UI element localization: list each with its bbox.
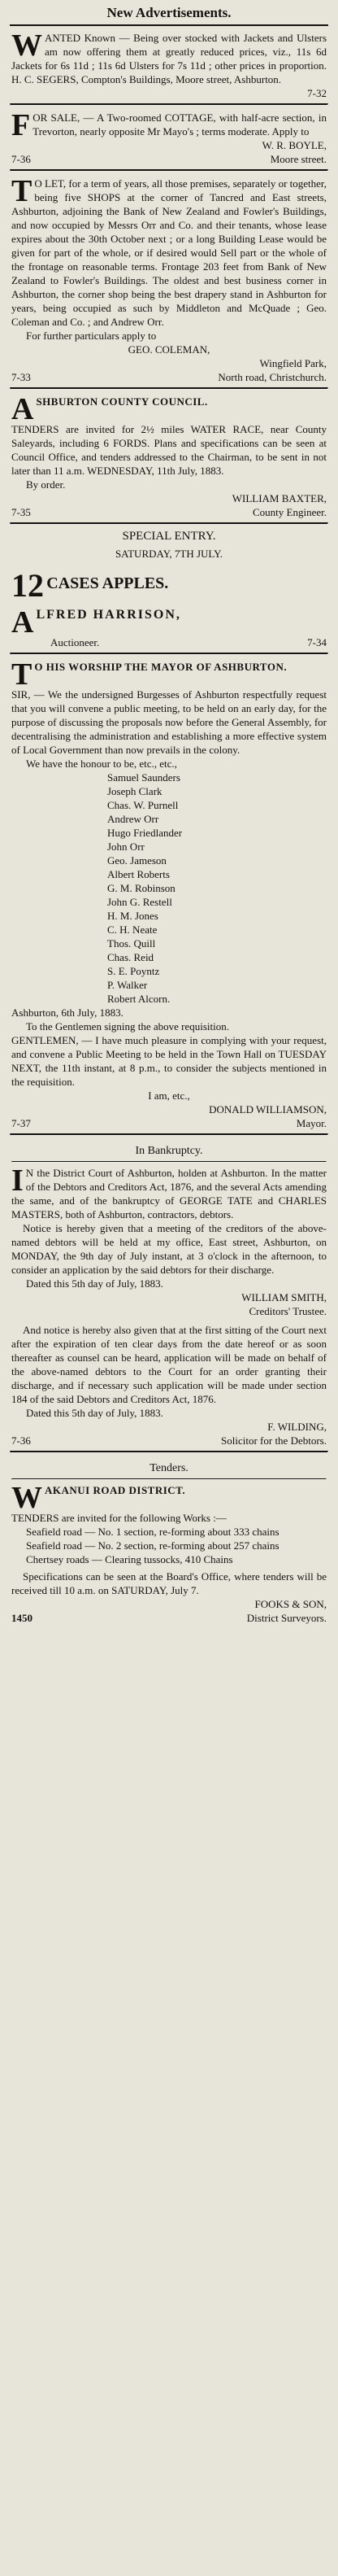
ad-code: 1450 xyxy=(11,1612,32,1624)
ad-to-let-shops xyxy=(10,172,328,387)
honour-line: We have the honour to be, etc., etc., xyxy=(26,758,177,770)
trustee-name: WILLIAM SMITH, xyxy=(241,1291,327,1303)
advertiser-name: W. R. BOYLE, xyxy=(262,139,327,151)
signatory: S. E. Poyntz xyxy=(107,965,160,977)
signatory: Thos. Quill xyxy=(107,937,156,950)
role: Auctioneer. xyxy=(50,636,100,648)
advertiser-name: FOOKS & SON, xyxy=(254,1598,327,1610)
signatory: G. M. Robinson xyxy=(107,882,176,894)
item: CASES APPLES. xyxy=(46,574,169,592)
ad-code: 7-33 xyxy=(11,371,31,383)
by-order: By order. xyxy=(26,478,66,491)
drop-cap: W xyxy=(11,28,42,63)
ad-body: ANTED Known — Being over stocked with Jackets and Ulsters am now offering them at greatly reduced prices, viz., 11s 6d Jackets for 6s 11d ; 11s 6d Ulsters for 7s 11d ; other prices in proportion. H. C. SEGERS, Compton's Buildings, Moore street, Ashburton. xyxy=(11,32,327,85)
auctioneer-name: LFRED HARRISON, xyxy=(36,608,181,622)
signatory: C. H. Neate xyxy=(107,923,158,936)
role: District Surveyors. xyxy=(246,1612,327,1624)
work-item: Seafield road — No. 1 section, re-forming about 333 chains xyxy=(26,1526,280,1538)
ad-code: 7-36 xyxy=(11,1434,31,1447)
advertiser-name: GEO. COLEMAN, xyxy=(128,343,210,356)
ad-heading: O HIS WORSHIP THE MAYOR OF ASHBURTON. xyxy=(34,661,288,673)
ad-county-council xyxy=(10,390,328,522)
ad-bankruptcy xyxy=(10,1136,328,1451)
signatory: Samuel Saunders xyxy=(107,771,180,784)
signatory: Chas. Reid xyxy=(107,951,154,963)
ad-heading: SHBURTON COUNTY COUNCIL. xyxy=(36,395,208,408)
dated-line: Dated this 5th day of July, 1883. xyxy=(26,1277,163,1290)
ad-code: 7-36 xyxy=(11,153,31,165)
drop-cap: A xyxy=(11,605,34,640)
ad-jackets-ulsters xyxy=(10,26,328,103)
closing: I am, etc., xyxy=(148,1089,190,1102)
sale-date: SATURDAY, 7TH JULY. xyxy=(115,548,223,560)
mayor-reply: GENTLEMEN, — I have much pleasure in complying with your request, and convene a Public Meeting to be held in the Town Hall on TUESDAY NEXT, the 11th instant, at 8 p.m., to consider the subjects mentioned in the requisition. xyxy=(11,1034,327,1088)
signatory: Chas. W. Purnell xyxy=(107,799,179,811)
drop-cap: W xyxy=(11,1481,42,1515)
dated-line: Dated this 5th day of July, 1883. xyxy=(26,1407,163,1419)
ad-code: 7-35 xyxy=(11,506,31,518)
signatory: Robert Alcorn. xyxy=(107,993,171,1005)
role: County Engineer. xyxy=(253,506,327,518)
further-particulars: For further particulars apply to xyxy=(26,330,157,342)
drop-cap: I xyxy=(11,1164,24,1198)
role: Creditors' Trustee. xyxy=(249,1305,327,1317)
signatory: Andrew Orr xyxy=(107,813,159,825)
ad-cottage-for-sale xyxy=(10,106,328,169)
work-item: Chertsey roads — Clearing tussocks, 410 Chains xyxy=(26,1553,233,1565)
ad-code: 7-32 xyxy=(307,87,327,99)
signatory: Albert Roberts xyxy=(107,868,170,880)
ad-body: TENDERS are invited for the following Works :— xyxy=(11,1512,227,1524)
divider xyxy=(11,1478,327,1480)
address: Wingfield Park, xyxy=(259,357,327,369)
ad-special-entry xyxy=(10,525,328,653)
specifications: Specifications can be seen at the Board's Office, where tenders will be received till 10 a.m. on SATURDAY, July 7. xyxy=(11,1570,327,1596)
advertiser-name: DONALD WILLIAMSON, xyxy=(209,1103,327,1116)
divider xyxy=(11,1161,327,1163)
signatory: Joseph Clark xyxy=(107,785,162,797)
signatories xyxy=(11,771,327,1006)
section-header: New Advertisements. xyxy=(10,3,328,26)
ad-body: O LET, for a term of years, all those premises, separately or together, being five SHOPS at the corner of Tancred and East streets, Ashburton, adjoining the Bank of New Zealand and Fowler's Buildings, and now occupied by Messrs Orr and Co. and their tenants, whose lease expires about the 30th October next ; or a long Building Lease would be given for part of the whole, or if desired would Sell part or the whole of the frontage on reasonable terms. Frontage 203 feet from Bank of New Zealand to Fowler's Buildings. The oldest and best business corner in Ashburton, the corner shop being the best drapery stand in Ashburton for years, being occupied as such by Middleton and McQuade ; Geo. Coleman and Co. ; and Andrew Orr. xyxy=(11,177,327,328)
work-item: Seafield road — No. 2 section, re-forming about 257 chains xyxy=(26,1539,280,1552)
address: North road, Christchurch. xyxy=(218,371,327,383)
address: Moore street. xyxy=(270,153,327,165)
dateline: Ashburton, 6th July, 1883. xyxy=(11,1006,124,1019)
advertiser-name: WILLIAM BAXTER, xyxy=(232,492,327,504)
ad-title: In Bankruptcy. xyxy=(135,1145,203,1157)
signatory: John G. Restell xyxy=(107,896,172,908)
signatory: John Orr xyxy=(107,840,145,853)
quantity: 12 xyxy=(11,567,44,604)
ad-heading: AKANUI ROAD DISTRICT. xyxy=(45,1484,186,1496)
drop-cap: A xyxy=(11,392,34,426)
ad-body: TENDERS are invited for 2½ miles WATER RACE, near County Saleyards, including 6 FORDS. Plans and specifications can be seen at Council Office, and tenders addressed to the Chairman, to be sent in not later than 11 a.m. WEDNESDAY, 11th July, 1883. xyxy=(11,423,327,477)
ad-mayor-requisition xyxy=(10,655,328,1133)
ad-body: OR SALE, — A Two-roomed COTTAGE, with half-acre section, in Trevorton, nearly opposite Mr Mayo's ; terms moderate. Apply to xyxy=(32,111,327,138)
ad-code: 7-34 xyxy=(307,636,327,648)
drop-cap: T xyxy=(11,657,32,692)
signatory: Hugo Friedlander xyxy=(107,827,183,839)
ad-title: SPECIAL ENTRY. xyxy=(122,530,216,543)
ad-code: 7-37 xyxy=(11,1117,31,1129)
role: Mayor. xyxy=(296,1117,327,1129)
drop-cap: F xyxy=(11,108,31,142)
ad-body: N the District Court of Ashburton, holden at Ashburton. In the matter of the Debtors and Creditors Act, 1876, and the several Acts amending the same, and of the bankruptcy of GEORGE TATE and CHARLES MASTERS, both of Ashburton, contractors, debtors. xyxy=(11,1167,327,1220)
drop-cap: T xyxy=(11,174,32,208)
ad-wakanui-tenders xyxy=(10,1453,328,1628)
newspaper-column xyxy=(10,0,328,1628)
ad-body: SIR, — We the undersigned Burgesses of Ashburton respectfully request that you will convene a public meeting, to be held on an early day, for the purpose of discussing the proposals now before the General Assembly, for decentralising the administration and establishing a more effective system of Local Government than now prevails in the colony. xyxy=(11,688,327,756)
solicitor-name: F. WILDING, xyxy=(267,1421,327,1433)
role: Solicitor for the Debtors. xyxy=(221,1434,327,1447)
signatory: P. Walker xyxy=(107,979,148,991)
address-line: To the Gentlemen signing the above requisition. xyxy=(26,1020,230,1033)
ad-title: Tenders. xyxy=(150,1462,188,1474)
discharge-notice: And notice is hereby also given that at the first sitting of the Court next after the expiration of ten clear days from the date hereof or as soon thereafter as counsel can be heard, application will be made on behalf of the above-named debtors to the Court for an order granting their discharge, and if necessary such application will be made under section 184 of the said Debtors and Creditors Act, 1876. xyxy=(11,1324,327,1405)
signatory: Geo. Jameson xyxy=(107,854,167,867)
meeting-notice: Notice is hereby given that a meeting of the creditors of the above-named debtors will be held at my office, East street, Ashburton, on MONDAY, the 9th day of July instant, at 3 o'clock in the afternoon, to consider an application by the said debtors for their discharge. xyxy=(11,1222,327,1276)
signatory: H. M. Jones xyxy=(107,910,158,922)
